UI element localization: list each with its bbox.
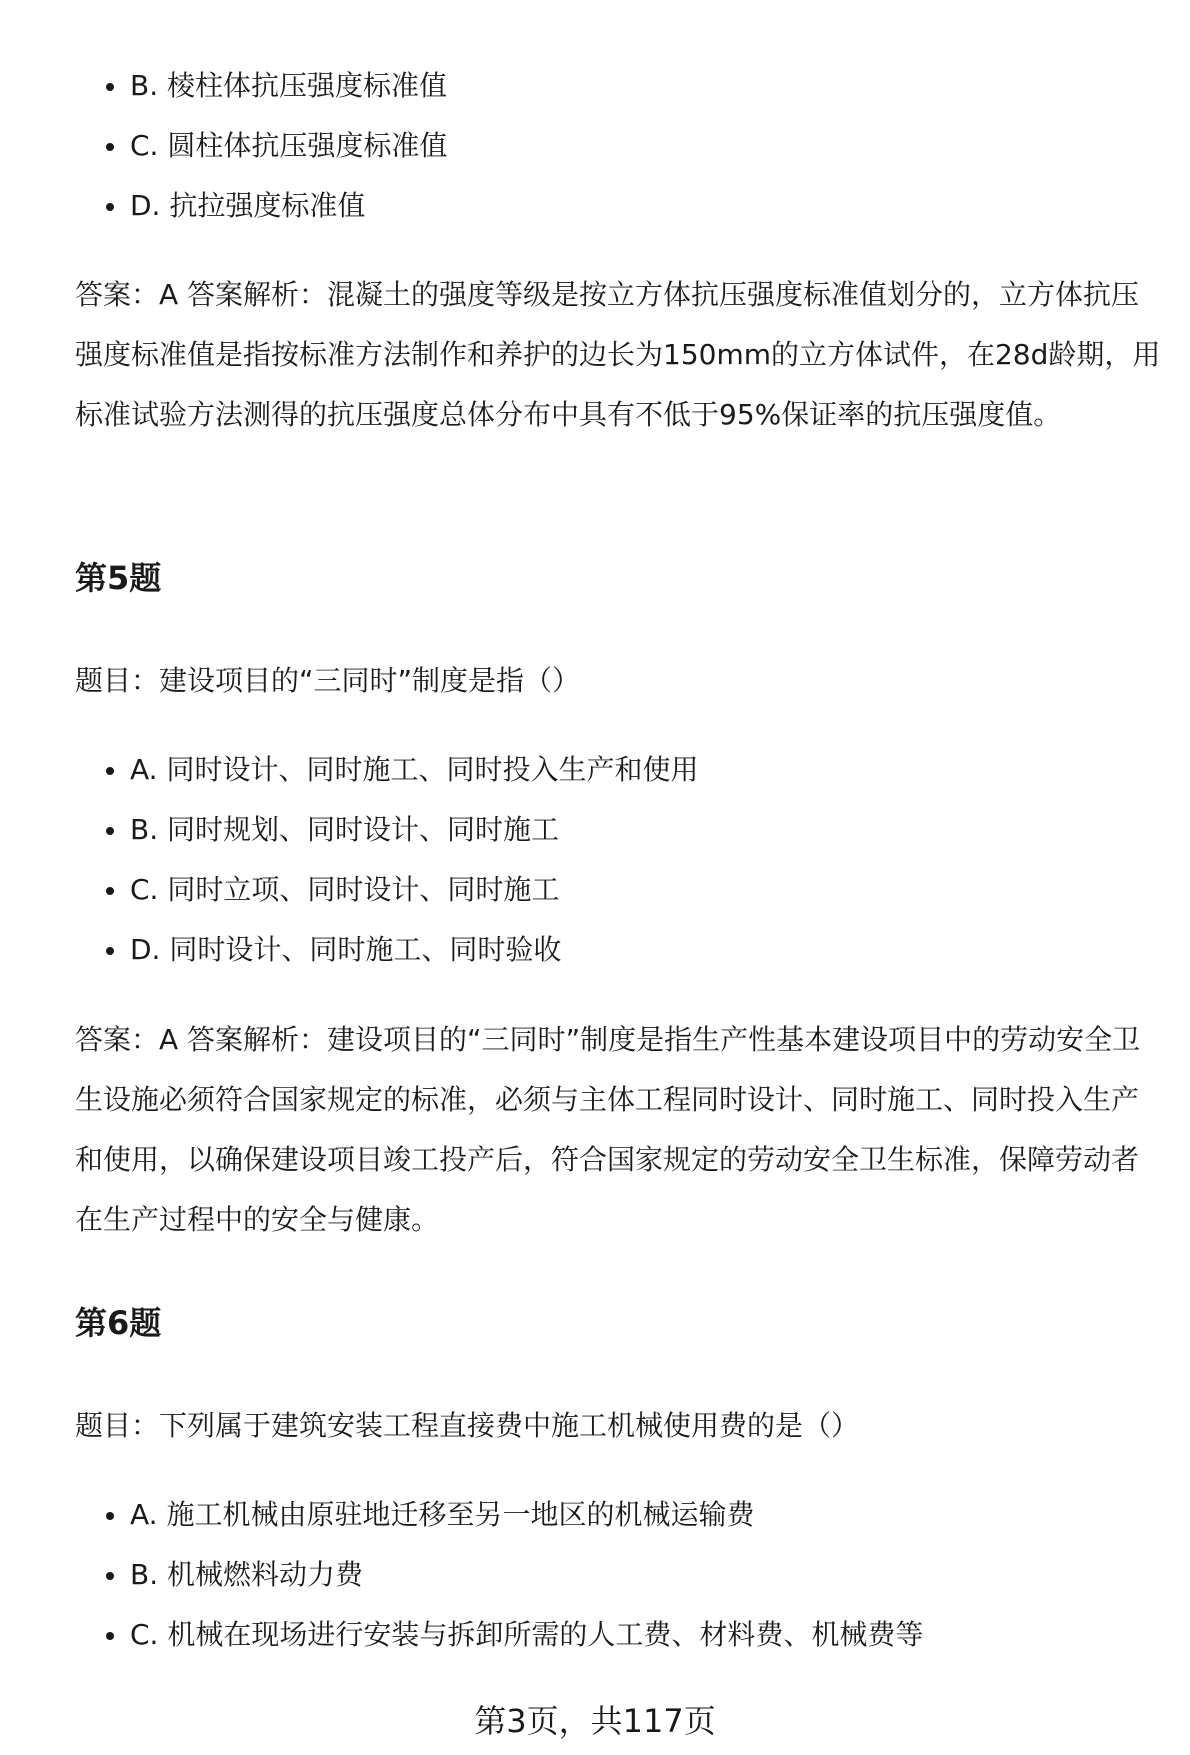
question-4-answer: 答案：A 答案解析：混凝土的强度等级是按立方体抗压强度标准值划分的，立方体抗压强度标准值是指按标准方法制作和养护的边长为150mm的立方体试件，在28d龄期，用标准试验方法测得的抗压强度总体分布中具有不低于95%保证率的抗压强度值。	[75, 278, 1161, 431]
question-5-stem: 题目：建设项目的“三同时”制度是指（）	[75, 664, 581, 697]
option-d: D. 同时设计、同时施工、同时验收	[75, 920, 1165, 980]
option-a: A. 施工机械由原驻地迁移至另一地区的机械运输费	[75, 1485, 1165, 1545]
option-b: B. 同时规划、同时设计、同时施工	[75, 800, 1165, 860]
question-6-options	[75, 1485, 1165, 1665]
question-6-stem: 题目：下列属于建筑安装工程直接费中施工机械使用费的是（）	[75, 1409, 860, 1442]
page-number-footer: 第3页，共117页	[474, 1702, 716, 1740]
option-b: B. 机械燃料动力费	[75, 1545, 1165, 1605]
question-4-options	[75, 56, 1165, 236]
option-b: B. 棱柱体抗压强度标准值	[75, 56, 1165, 116]
question-5-options	[75, 740, 1165, 980]
option-d: D. 抗拉强度标准值	[75, 176, 1165, 236]
option-c: C. 同时立项、同时设计、同时施工	[75, 860, 1165, 920]
question-6-title: 第6题	[75, 1304, 162, 1342]
option-c: C. 机械在现场进行安装与拆卸所需的人工费、材料费、机械费等	[75, 1605, 1165, 1665]
question-5-answer: 答案：A 答案解析：建设项目的“三同时”制度是指生产性基本建设项目中的劳动安全卫生设施必须符合国家规定的标准，必须与主体工程同时设计、同时施工、同时投入生产和使用，以确保建设项目竣工投产后，符合国家规定的劳动安全卫生标准，保障劳动者在生产过程中的安全与健康。	[75, 1023, 1141, 1236]
option-a: A. 同时设计、同时施工、同时投入生产和使用	[75, 740, 1165, 800]
question-4-continued	[75, 56, 1165, 236]
question-5-title: 第5题	[75, 559, 162, 597]
option-c: C. 圆柱体抗压强度标准值	[75, 116, 1165, 176]
